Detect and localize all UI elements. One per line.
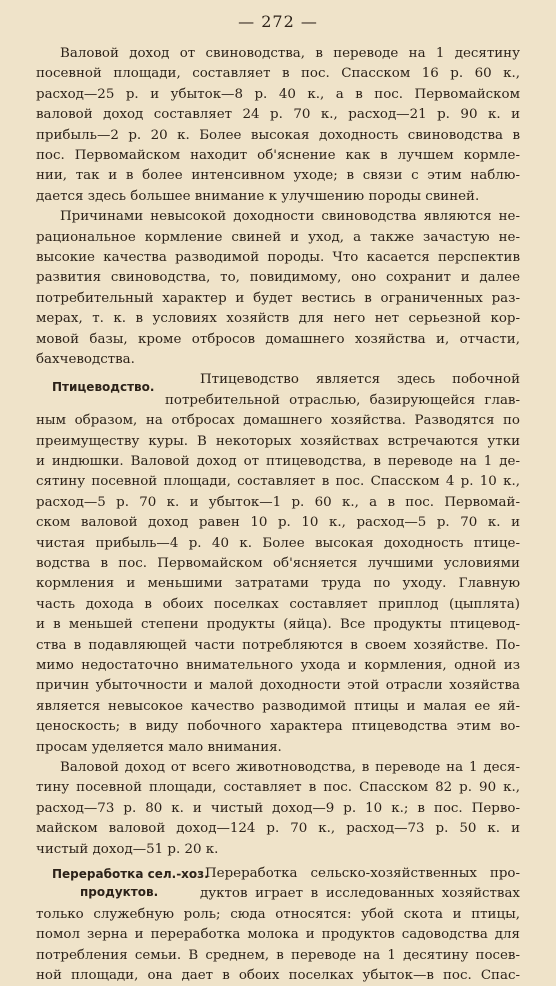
text-line: мовой базы, кроме отбросов домашнего хозяйства и, отчасти,	[36, 331, 520, 347]
text-line: валовой доход составляет 24 р. 70 к., расход—21 р. 90 к. и	[36, 107, 520, 123]
text-line: расход—73 р. 80 к. и чистый доход—9 р. 10 к.; в пос. Перво-	[36, 800, 520, 816]
text-line: бахчеводства.	[36, 352, 135, 367]
text-line: высокие качества разводимой породы. Что касается перспектив	[36, 250, 520, 265]
text-line: является невысокое качество разводимой птицы и малая ее яй-	[36, 698, 520, 714]
text-line: преимуществу куры. В некоторых хозяйствах встречаются утки	[36, 433, 520, 449]
text-line: дуктов играет в исследованных хозяйствах	[200, 886, 520, 902]
text-line: кормления и меньшими затратами труда по уходу. Главную	[36, 576, 520, 592]
text-line: ства в подавляющей части потребляются в своем хозяйстве. По-	[36, 637, 520, 653]
text-line: Причинами невысокой доходности свиноводства являются не-	[60, 209, 520, 225]
text-line: только служебную роль; сюда относятся: убой скота и птицы,	[36, 906, 520, 922]
text-line: ной площади, она дает в обоих поселках убыток—в пос. Спас-	[36, 968, 520, 983]
text-line: пос. Первомайском находит об'яснение как в лучшем кормле-	[36, 148, 520, 163]
text-line: сятину посевной площади, составляет в пос. Спасском 4 р. 10 к.,	[36, 474, 520, 490]
text-line: чистый доход—51 р. 20 к.	[36, 841, 219, 857]
text-line: расход—25 р. и убыток—8 р. 40 к., а в пос. Первомайском	[36, 86, 520, 102]
sidenote-processing-subtitle: продуктов.	[80, 885, 159, 899]
text-line: потребительный характер и будет вестись в ограниченных раз-	[36, 290, 520, 306]
text-line: потребления семьи. В среднем, в переводе на 1 десятину посев-	[36, 947, 520, 963]
text-line: дается здесь большее внимание к улучшению породы свиней.	[36, 188, 480, 204]
sidenote-poultry: Птицеводство.	[52, 380, 155, 394]
text-line: рациональное кормление свиней и уход, а также зачастую не-	[36, 229, 520, 245]
text-line: развития свиноводства, то, повидимому, оно сохранит и далее	[36, 270, 520, 286]
text-line: Птицеводство является здесь побочной	[200, 372, 520, 388]
text-line: помол зерна и переработка молока и продуктов садоводства для	[36, 927, 520, 943]
text-line: ным образом, на отбросах домашнего хозяйства. Разводятся по	[36, 413, 520, 429]
page-number: — 272 —	[238, 12, 318, 31]
text-line: просам уделяется мало внимания.	[36, 739, 282, 755]
text-line: расход—5 р. 70 к. и убыток—1 р. 60 к., а в пос. Первомай-	[36, 494, 520, 510]
text-line: Валовой доход от всего животноводства, в переводе на 1 деся-	[60, 760, 520, 775]
text-line: часть дохода в обоих поселках составляет приплод (цыплята)	[36, 596, 520, 612]
text-line: тину посевной площади, составляет в пос. Спасском 82 р. 90 к.,	[36, 780, 520, 796]
text-line: и индюшки. Валовой доход от птицеводства, в переводе на 1 де-	[36, 454, 520, 469]
text-line: водства в пос. Первомайском об'ясняется лучшими условиями	[36, 556, 520, 571]
text-line: потребительной отраслью, базирующейся глав-	[165, 392, 520, 408]
text-line: Переработка сельско-хозяйственных про-	[205, 866, 520, 881]
text-line: мерах, т. к. в условиях хозяйств для него нет серьезной кор-	[36, 311, 520, 327]
text-line: мимо недостаточно внимательного ухода и кормления, одной из	[36, 658, 520, 673]
text-line: и в меньшей степени продукты (яйца). Все продукты птицевод-	[36, 617, 520, 633]
text-line: прибыль—2 р. 20 к. Более высокая доходность свиноводства в	[36, 127, 520, 143]
text-line: нии, так и в более интенсивном уходе; в связи с этим наблю-	[36, 168, 520, 184]
text-line: ском валовой доход равен 10 р. 10 к., расход—5 р. 70 к. и	[36, 515, 520, 531]
sidenote-processing-title: Переработка сел.-хоз.	[52, 867, 209, 881]
text-line: ценоскость; в виду побочного характера птицеводства этим во-	[36, 719, 520, 735]
text-line: Валовой доход от свиноводства, в переводе на 1 десятину	[60, 46, 520, 61]
text-line: причин убыточности и малой доходности этой отрасли хозяйства	[36, 678, 520, 694]
text-line: посевной площади, составляет в пос. Спасском 16 р. 60 к.,	[36, 66, 520, 82]
text-line: чистая прибыль—4 р. 40 к. Более высокая доходность птице-	[36, 535, 520, 551]
text-line: майском валовой доход—124 р. 70 к., расход—73 р. 50 к. и	[36, 821, 520, 837]
